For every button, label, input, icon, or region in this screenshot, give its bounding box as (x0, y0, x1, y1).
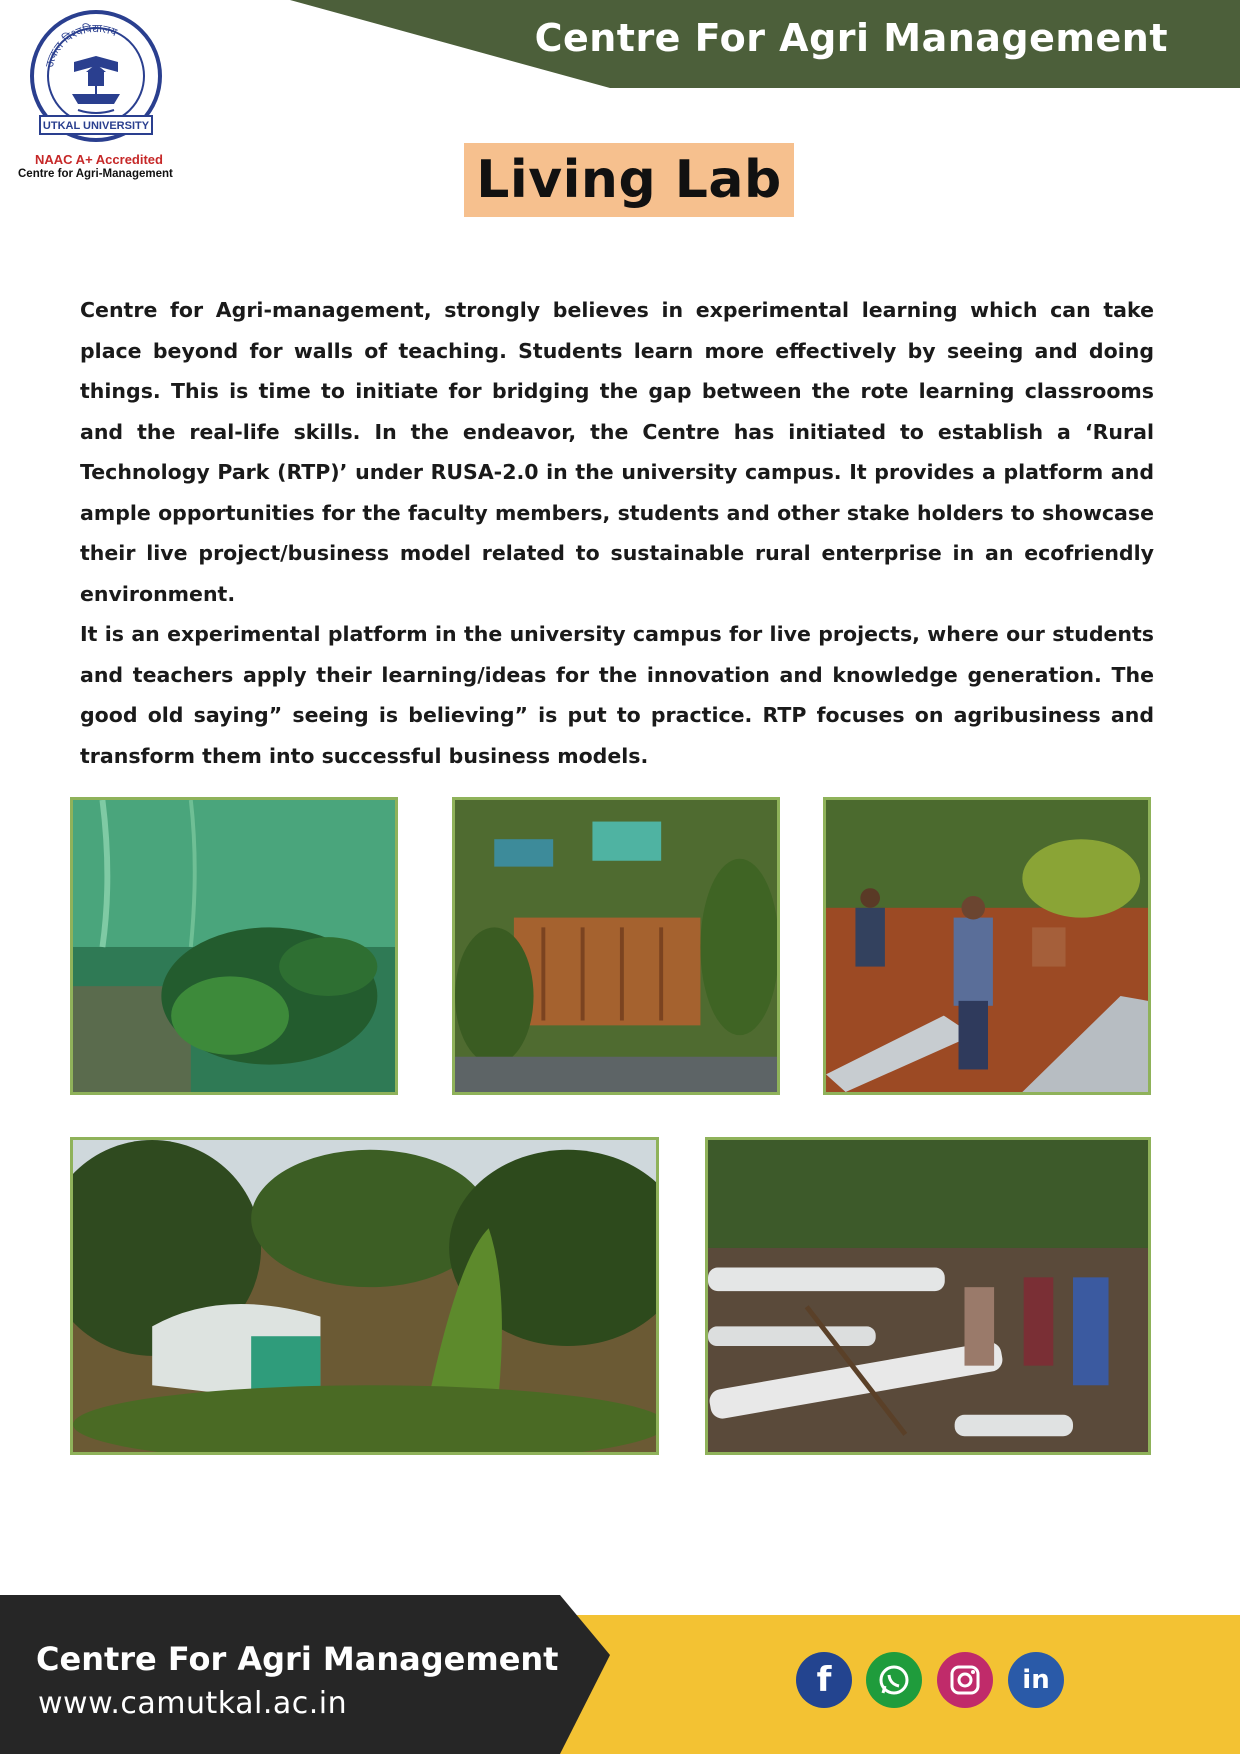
header-title: Centre For Agri Management (534, 16, 1168, 60)
instagram-icon[interactable] (937, 1652, 993, 1708)
svg-text:उत्कल विश्वविद्यालय: उत्कल विश्वविद्यालय (42, 21, 119, 69)
hydroponics-visitors-photo (705, 1137, 1151, 1455)
aerial-garden-photo (452, 797, 780, 1095)
accreditation-label: NAAC A+ Accredited (35, 152, 163, 167)
whatsapp-icon[interactable] (866, 1652, 922, 1708)
paragraph-2: It is an experimental platform in the university campus for live projects, where our students and teachers apply their learning/ideas for the innovation and knowledge generation. The good old saying” seeing is believing” is put to practice. RTP focuses on agribusiness and transform them into successful business models. (80, 622, 1154, 768)
page-title: Living Lab (476, 150, 782, 210)
university-seal-icon (26, 10, 166, 150)
svg-text:UTKAL UNIVERSITY: UTKAL UNIVERSITY (42, 120, 150, 132)
greenhouse-seedlings-photo (70, 797, 398, 1095)
facebook-icon[interactable]: f (796, 1652, 852, 1708)
university-logo (18, 10, 180, 180)
students-digging-photo (823, 797, 1151, 1095)
footer-title: Centre For Agri Management (36, 1640, 559, 1678)
body-text (80, 290, 1154, 776)
centre-label: Centre for Agri-Management (18, 168, 173, 180)
linkedin-icon[interactable]: in (1008, 1652, 1064, 1708)
page-title-box (464, 143, 794, 217)
paragraph-1: Centre for Agri-management, strongly believes in experimental learning which can take place beyond for walls of teaching. Students learn more effectively by seeing and doing things. This is time to initiate for bridging the gap between the rote learning classrooms and the real-life skills. In the endeavor, the Centre has initiated to establish a ‘Rural Technology Park (RTP)’ under RUSA-2.0 in the university campus. It provides a platform and ample opportunities for the faculty members, students and other stake holders to showcase their live project/business model related to sustainable rural enterprise in an ecofriendly environment. (80, 298, 1154, 606)
polyhouse-banana-photo (70, 1137, 659, 1455)
website-link[interactable]: www.camutkal.ac.in (38, 1686, 348, 1721)
